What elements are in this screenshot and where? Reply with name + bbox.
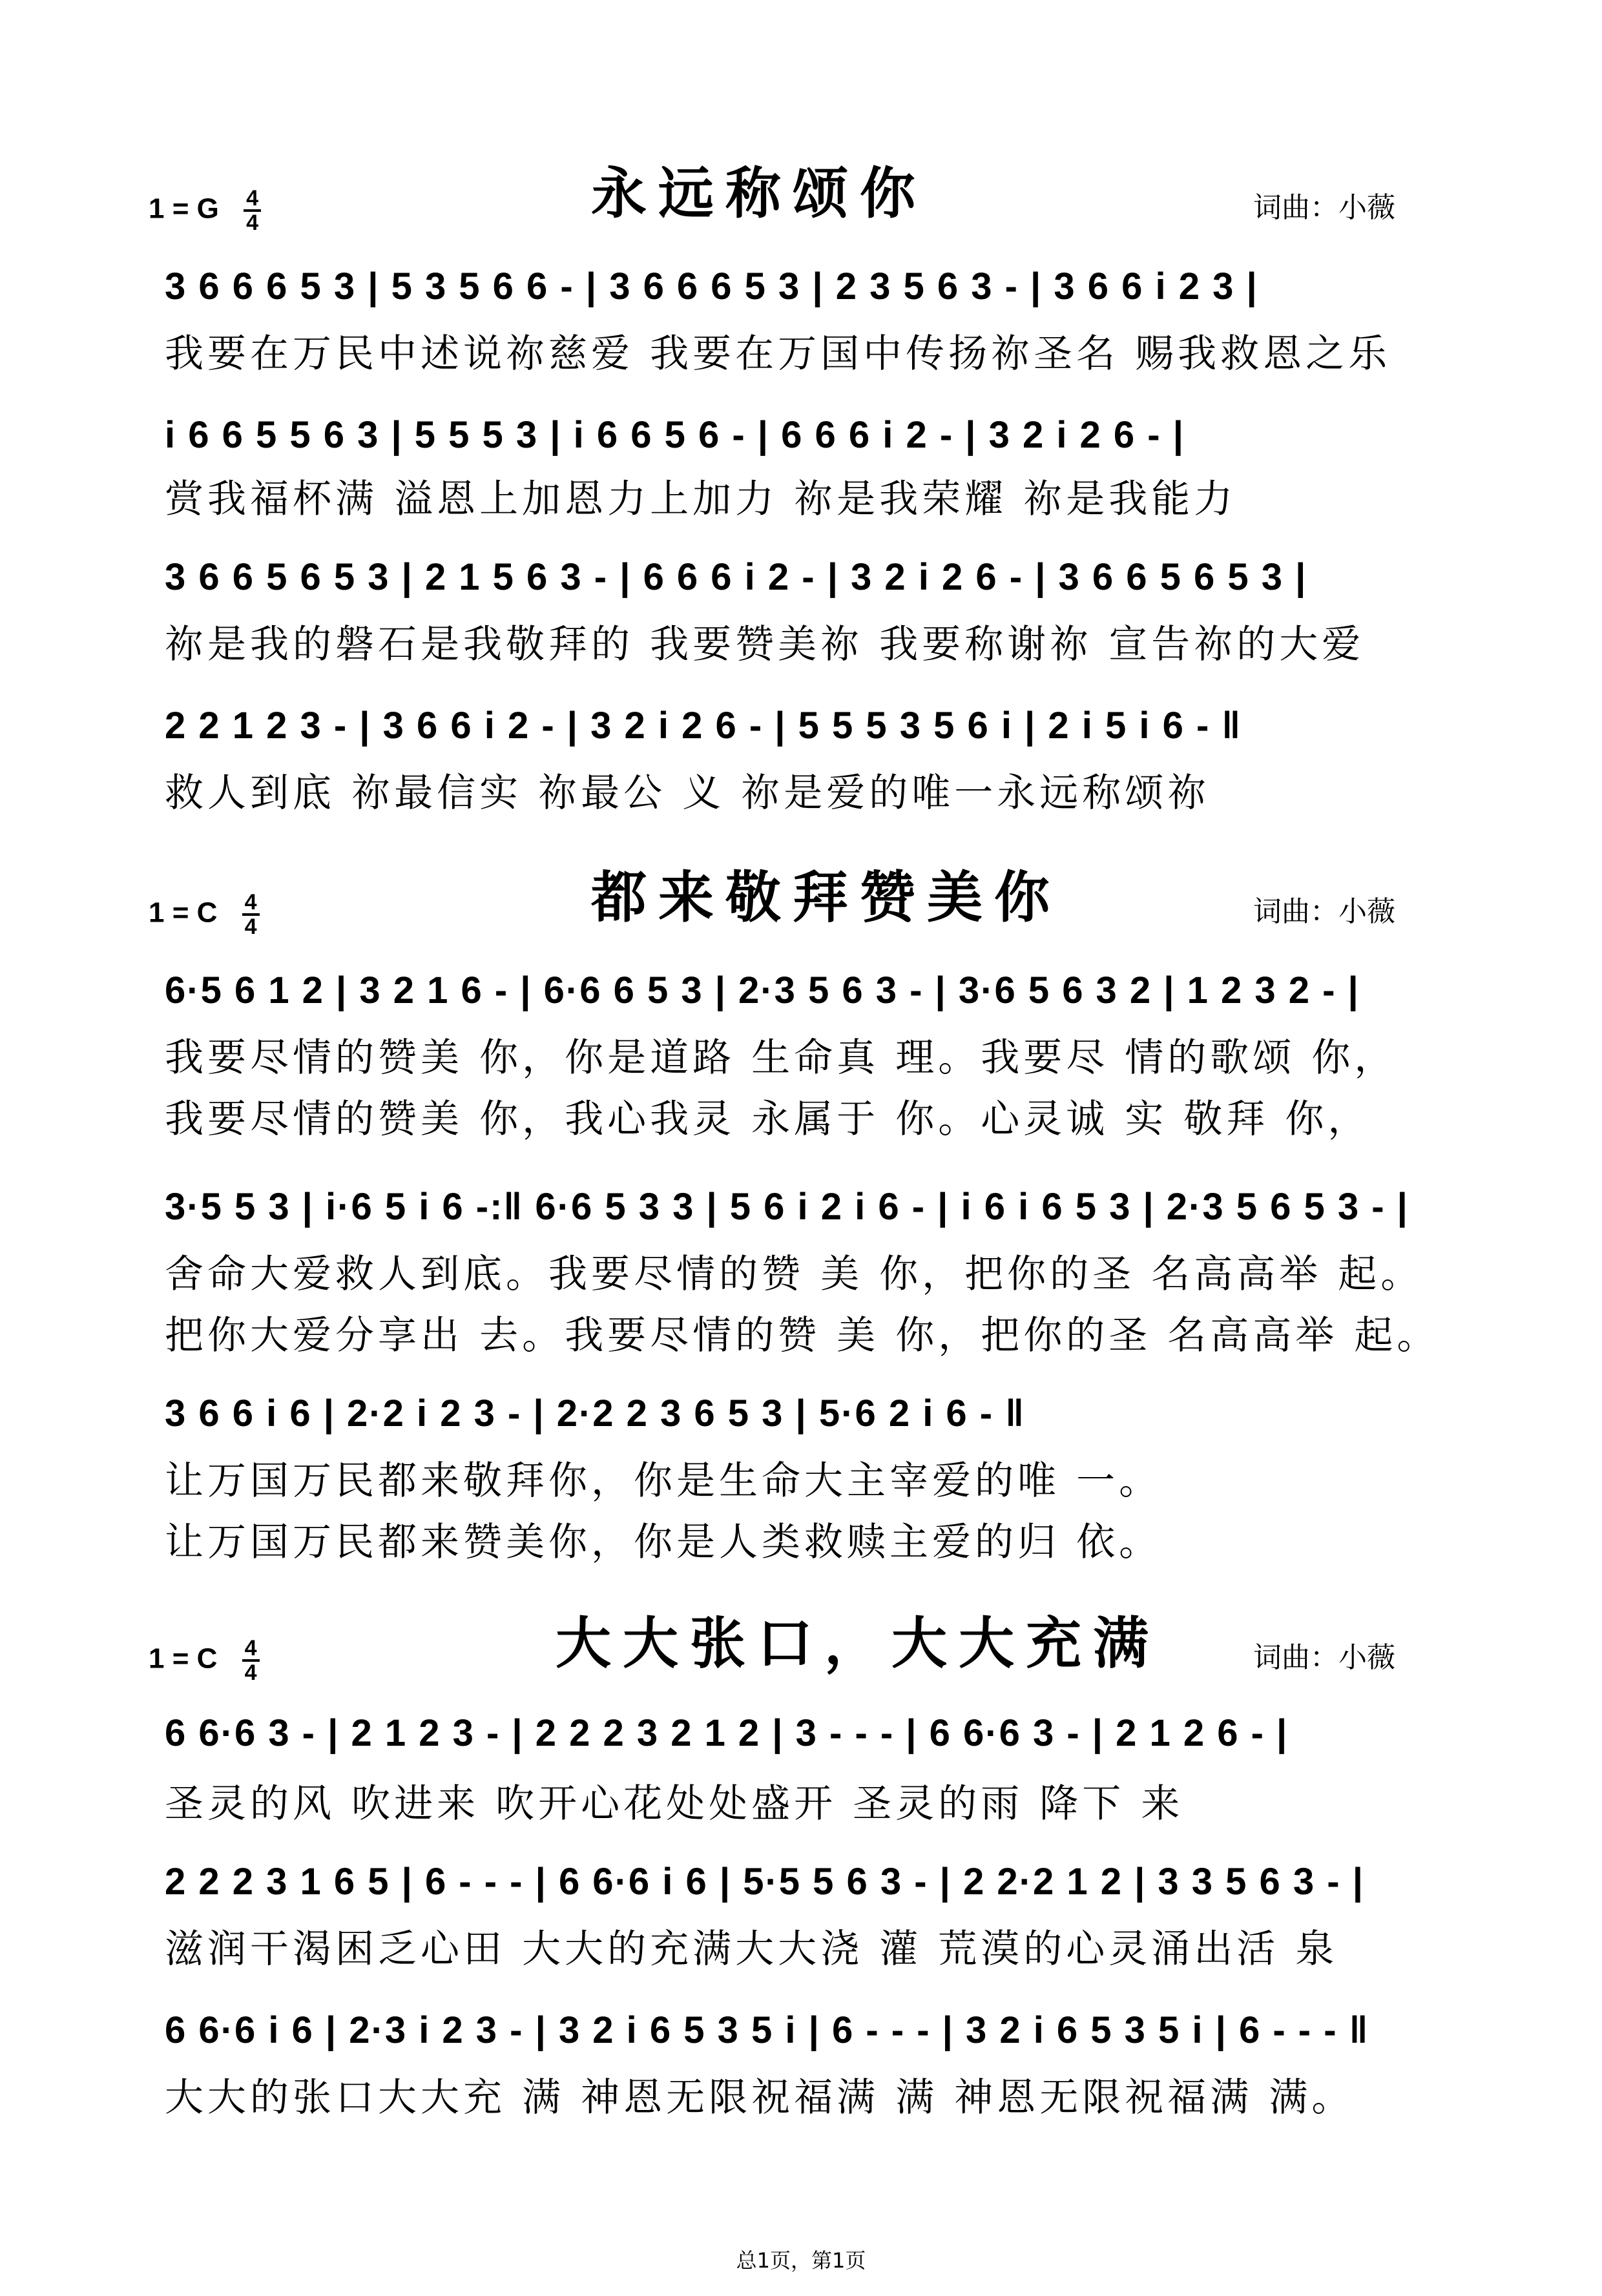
song-2-key	[149, 891, 260, 938]
song-2-title: 都来敬拜赞美你	[591, 865, 1061, 930]
time-bottom: 4	[246, 211, 258, 235]
time-signature	[242, 1637, 260, 1684]
song-1-system-1-notes: 3 6 6 6 5 3 | 5 3 5 6 6 - | 3 6 6 6 5 3 | 2 3 5 6 3 - | 3 6 6 i 2 3 |	[165, 265, 1258, 307]
song-1-system-2-lyric: 赏我福杯满 溢恩上加恩力上加力 祢是我荣耀 祢是我能力	[165, 477, 1237, 522]
song-2-system-2-lyric-2: 把你大爱分享出 去。我要尽情的赞 美 你，把你的圣 名高高举 起。	[165, 1313, 1440, 1358]
song-3-key	[149, 1637, 260, 1684]
song-2-system-2-notes: 3·5 5 3 | i·6 5 i 6 -:‖ 6·6 5 3 3 | 5 6 i 2 i 6 - | i 6 i 6 5 3 | 2·3 5 6 5 3 - |	[165, 1186, 1409, 1228]
song-2-system-3-lyric-2: 让万国万民都来赞美你，你是人类救赎主爱的归 依。	[165, 1520, 1162, 1565]
song-2-system-1-lyric-1: 我要尽情的赞美 你，你是道路 生命真 理。我要尽 情的歌颂 你，	[165, 1035, 1397, 1081]
song-3-system-1-notes: 6 6·6 3 - | 2 1 2 3 - | 2 2 2 3 2 1 2 | 3 - - - | 6 6·6 3 - | 2 1 2 6 - |	[165, 1712, 1289, 1754]
song-2-system-1-lyric-2: 我要尽情的赞美 你，我心我灵 永属于 你。心灵诚 实 敬拜 你，	[165, 1097, 1371, 1142]
song-1-key	[149, 187, 261, 234]
song-1-credit: 词曲：小薇	[1253, 191, 1395, 224]
song-3-credit: 词曲：小薇	[1253, 1641, 1395, 1674]
song-1-system-2-notes: i 6 6 5 5 6 3 | 5 5 5 3 | i 6 6 5 6 - | 6 6 6 i 2 - | 3 2 i 2 6 - |	[165, 414, 1185, 456]
song-1-system-1-lyric: 我要在万民中述说祢慈爱 我要在万国中传扬祢圣名 赐我救恩之乐	[165, 331, 1391, 377]
song-2-system-1-notes: 6·5 6 1 2 | 3 2 1 6 - | 6·6 6 5 3 | 2·3 5 6 3 - | 3·6 5 6 3 2 | 1 2 3 2 - |	[165, 969, 1360, 1011]
song-2-system-3-lyric-1: 让万国万民都来敬拜你，你是生命大主宰爱的唯 一。	[165, 1458, 1162, 1504]
time-signature	[242, 891, 260, 938]
song-1-system-4-lyric: 救人到底 祢最信实 祢最公 义 祢是爱的唯一永远称颂祢	[165, 771, 1211, 816]
song-1-system-3-notes: 3 6 6 5 6 5 3 | 2 1 5 6 3 - | 6 6 6 i 2 - | 3 2 i 2 6 - | 3 6 6 5 6 5 3 |	[165, 556, 1307, 598]
song-3-system-2-lyric: 滋润干渴困乏心田 大大的充满大大浇 灌 荒漠的心灵涌出活 泉	[165, 1927, 1338, 1972]
song-3-system-3-lyric: 大大的张口大大充 满 神恩无限祝福满 满 神恩无限祝福满 满。	[165, 2075, 1355, 2120]
time-signature	[244, 187, 261, 234]
song-3-title: 大大张口，大大充满	[556, 1611, 1160, 1676]
time-bottom: 4	[244, 1660, 257, 1685]
time-top: 4	[242, 1637, 260, 1662]
key-text: 1 = C	[149, 1642, 218, 1675]
song-1-system-3-lyric: 祢是我的磐石是我敬拜的 我要赞美祢 我要称谢祢 宣告祢的大爱	[165, 622, 1365, 667]
song-3-system-3-notes: 6 6·6 i 6 | 2·3 i 2 3 - | 3 2 i 6 5 3 5 i | 6 - - - | 3 2 i 6 5 3 5 i | 6 - - - ‖	[165, 2009, 1369, 2051]
song-2-system-3-notes: 3 6 6 i 6 | 2·2 i 2 3 - | 2·2 2 3 6 5 3 | 5·6 2 i 6 - ‖	[165, 1392, 1026, 1434]
key-text: 1 = G	[149, 192, 219, 225]
song-2-credit: 词曲：小薇	[1253, 895, 1395, 928]
song-2-system-2-lyric-1: 舍命大爱救人到底。我要尽情的赞 美 你，把你的圣 名高高举 起。	[165, 1252, 1424, 1297]
key-text: 1 = C	[149, 896, 218, 929]
song-1-system-4-notes: 2 2 1 2 3 - | 3 6 6 i 2 - | 3 2 i 2 6 - | 5 5 5 3 5 6 i | 2 i 5 i 6 - ‖	[165, 705, 1242, 747]
time-top: 4	[242, 891, 260, 916]
song-3-system-1-lyric: 圣灵的风 吹进来 吹开心花处处盛开 圣灵的雨 降下 来	[165, 1781, 1184, 1826]
time-bottom: 4	[244, 915, 257, 939]
song-1-title: 永远称颂你	[591, 161, 927, 226]
page-footer: 总1页，第1页	[736, 2248, 866, 2273]
time-top: 4	[244, 187, 261, 212]
song-3-system-2-notes: 2 2 2 3 1 6 5 | 6 - - - | 6 6·6 i 6 | 5·5 5 6 3 - | 2 2·2 1 2 | 3 3 5 6 3 - |	[165, 1861, 1364, 1903]
